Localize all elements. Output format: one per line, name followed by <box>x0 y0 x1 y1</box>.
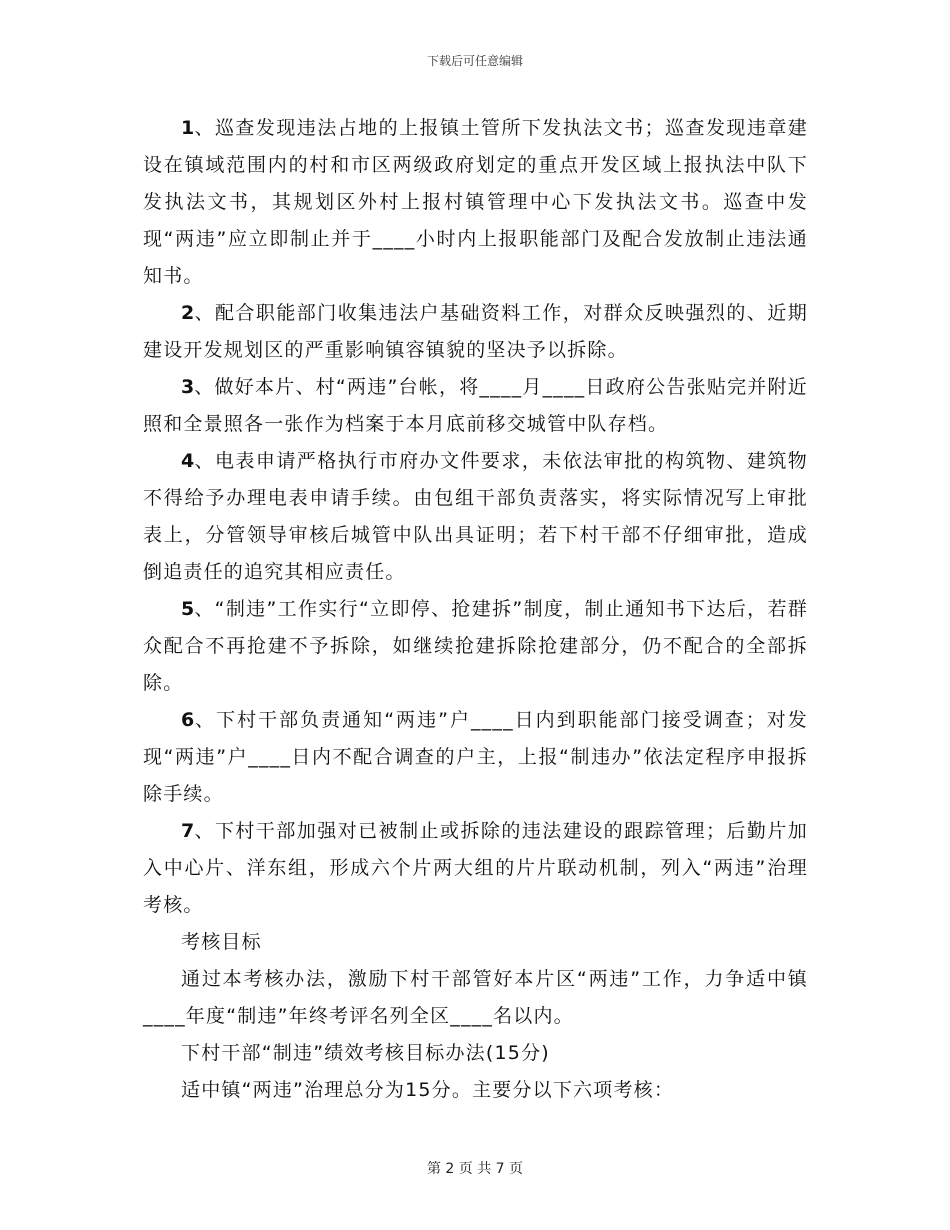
paragraph-4 <box>143 443 808 591</box>
paragraph-5 <box>143 591 808 702</box>
section-heading-method <box>143 1035 808 1072</box>
paragraph-7 <box>143 813 808 924</box>
paragraph-text: 、电表申请严格执行市府办文件要求，未依法审批的构筑物、建筑物不得给予办理电表申请手续。由包组干部负责落实，将实际情况写上审批表上，分管领导审核后城管中队出具证明；若下村干部不仔细审批，造成倒追责任的追究其相应责任。 <box>143 450 808 583</box>
paragraph-text: 下村干部“制违”绩效考核目标办法(15分) <box>181 1042 550 1064</box>
paragraph-text: 、下村干部负责通知“两违”户____日内到职能部门接受调查；对发现“两违”户____日内不配合调查的户主，上报“制违办”依法定程序申报拆除手续。 <box>143 709 808 805</box>
paragraph-3 <box>143 369 808 443</box>
item-number: 5 <box>181 598 195 620</box>
item-number: 7 <box>181 820 195 842</box>
paragraph-1 <box>143 110 808 295</box>
page-footer: 第 2 页 共 7 页 <box>426 1161 524 1177</box>
paragraph-text: 、巡查发现违法占地的上报镇土管所下发执法文书；巡查发现违章建设在镇域范围内的村和市区两级政府划定的重点开发区域上报执法中队下发执法文书，其规划区外村上报村镇管理中心下发执法文书。巡查中发现“两违”应立即制止并于____小时内上报职能部门及配合发放制止违法通知书。 <box>143 117 808 287</box>
paragraph-text: 、下村干部加强对已被制止或拆除的违法建设的跟踪管理；后勤片加入中心片、洋东组，形成六个片两大组的片片联动机制，列入“两违”治理考核。 <box>143 820 808 916</box>
item-number: 1 <box>181 117 195 139</box>
item-number: 4 <box>181 450 195 472</box>
paragraph-text: 通过本考核办法，激励下村干部管好本片区“两违”工作，力争适中镇____年度“制违”年终考评名列全区____名以内。 <box>143 968 808 1027</box>
paragraph-text: 、做好本片、村“两违”台帐，将____月____日政府公告张贴完并附近照和全景照各一张作为档案于本月底前移交城管中队存档。 <box>143 376 808 435</box>
paragraph-6 <box>143 702 808 813</box>
section-heading-assessment-goal <box>143 924 808 961</box>
page-header: 下载后可任意编辑 <box>426 54 523 68</box>
item-number: 2 <box>181 302 195 324</box>
item-number: 6 <box>181 709 195 731</box>
paragraph-2 <box>143 295 808 369</box>
document-body <box>143 110 808 1109</box>
paragraph-text: 、“制违”工作实行“立即停、抢建拆”制度，制止通知书下达后，若群众配合不再抢建不予拆除，如继续抢建拆除抢建部分，仍不配合的全部拆除。 <box>143 598 808 694</box>
paragraph-goal <box>143 961 808 1035</box>
paragraph-total-score <box>143 1072 808 1109</box>
item-number: 3 <box>181 376 195 398</box>
paragraph-text: 、配合职能部门收集违法户基础资料工作，对群众反映强烈的、近期建设开发规划区的严重影响镇容镇貌的坚决予以拆除。 <box>143 302 808 361</box>
paragraph-text: 适中镇“两违”治理总分为15分。主要分以下六项考核： <box>181 1079 675 1101</box>
paragraph-text: 考核目标 <box>181 931 262 953</box>
